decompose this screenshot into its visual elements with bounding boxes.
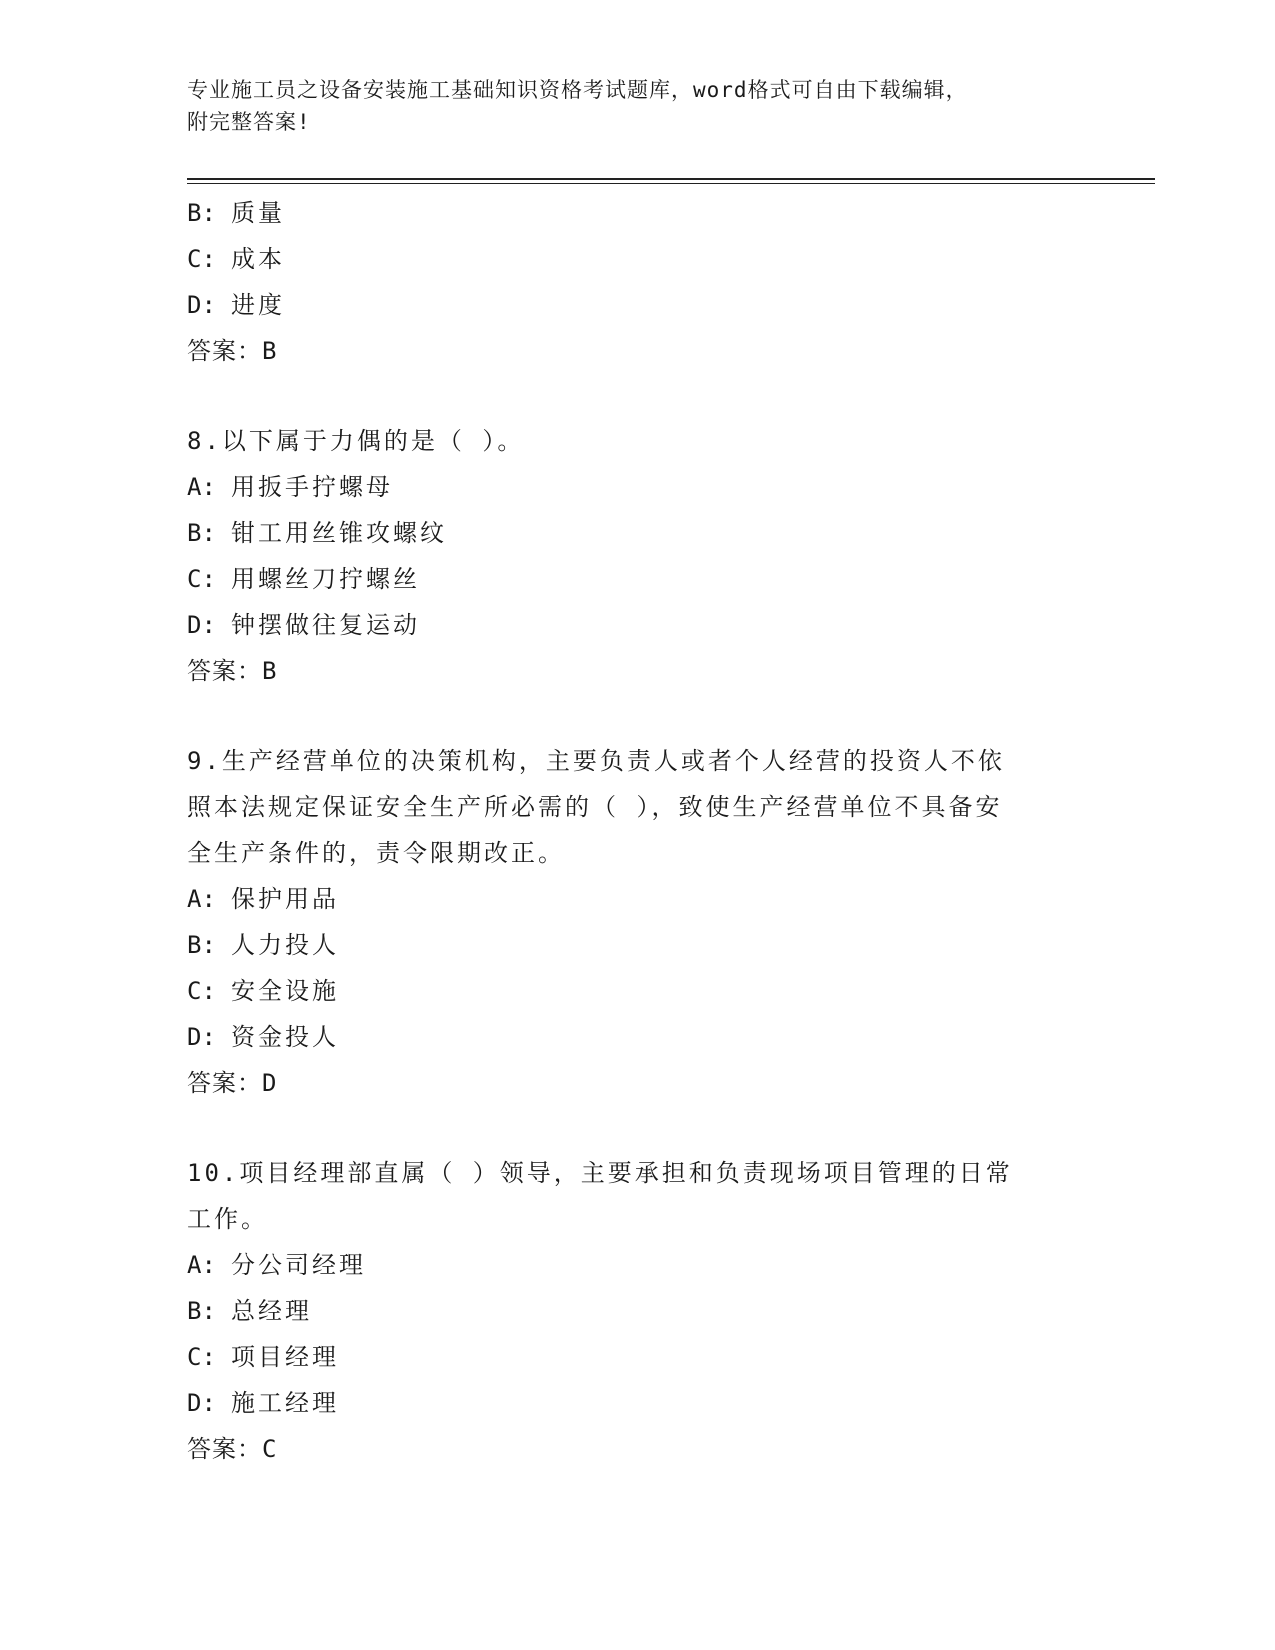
answer-line: 答案：C — [187, 1435, 278, 1463]
question-content — [187, 190, 1087, 1472]
question-stem — [187, 738, 1087, 784]
option-row — [187, 922, 1087, 968]
question-block-8 — [187, 418, 1087, 694]
answer-line: 答案：B — [187, 337, 278, 365]
option-row — [187, 968, 1087, 1014]
document-header — [187, 74, 1087, 138]
question-number: 10. — [187, 1159, 240, 1187]
option-row — [187, 282, 1087, 328]
option-text: 质量 — [231, 199, 285, 227]
question-number: 9. — [187, 747, 222, 775]
option-letter: B: — [187, 1297, 216, 1325]
option-text: 进度 — [231, 291, 285, 319]
option-row — [187, 876, 1087, 922]
option-text: 人力投人 — [231, 931, 339, 959]
question-text-line: 生产经营单位的决策机构，主要负责人或者个人经营的投资人不依 — [221, 747, 1005, 775]
option-letter: A: — [187, 885, 216, 913]
header-title-line-2: 附完整答案! — [187, 110, 311, 134]
option-row — [187, 1242, 1087, 1288]
option-row — [187, 510, 1087, 556]
option-text: 总经理 — [231, 1297, 312, 1325]
option-letter: B: — [187, 931, 216, 959]
answer-line: 答案：B — [187, 657, 278, 685]
question-stem — [187, 418, 1087, 464]
question-text-line: 项目经理部直属（ ）领导，主要承担和负责现场项目管理的日常 — [239, 1159, 1013, 1187]
option-row — [187, 1380, 1087, 1426]
header-divider-thin — [187, 183, 1155, 184]
option-text: 资金投人 — [231, 1023, 339, 1051]
question-text-line: 以下属于力偶的是（ ）。 — [221, 427, 525, 455]
option-letter: D: — [187, 1389, 216, 1417]
option-letter: B: — [187, 519, 216, 547]
option-text: 成本 — [231, 245, 285, 273]
option-text: 施工经理 — [231, 1389, 339, 1417]
option-letter: D: — [187, 291, 216, 319]
spacer — [187, 694, 1087, 738]
option-row — [187, 1288, 1087, 1334]
option-letter: C: — [187, 977, 216, 1005]
question-block-9 — [187, 738, 1087, 1106]
option-row — [187, 236, 1087, 282]
question-text-continued: 全生产条件的，责令限期改正。 — [187, 839, 565, 867]
option-letter: A: — [187, 473, 216, 501]
option-row — [187, 602, 1087, 648]
option-row — [187, 190, 1087, 236]
option-letter: A: — [187, 1251, 216, 1279]
option-row — [187, 1014, 1087, 1060]
option-letter: D: — [187, 1023, 216, 1051]
option-letter: B: — [187, 199, 216, 227]
option-text: 用螺丝刀拧螺丝 — [231, 565, 420, 593]
option-row — [187, 556, 1087, 602]
option-letter: C: — [187, 245, 216, 273]
header-title-line-1: 专业施工员之设备安装施工基础知识资格考试题库，word格式可自由下载编辑， — [187, 78, 968, 102]
question-text-continued: 工作。 — [187, 1205, 268, 1233]
option-letter: D: — [187, 611, 216, 639]
question-stem — [187, 1150, 1087, 1196]
option-text: 项目经理 — [231, 1343, 339, 1371]
option-text: 保护用品 — [231, 885, 339, 913]
option-row — [187, 464, 1087, 510]
option-row — [187, 1334, 1087, 1380]
option-text: 钳工用丝锥攻螺纹 — [231, 519, 447, 547]
option-text: 钟摆做往复运动 — [231, 611, 420, 639]
option-text: 分公司经理 — [231, 1251, 366, 1279]
header-divider-thick — [187, 178, 1155, 180]
option-text: 安全设施 — [231, 977, 339, 1005]
option-letter: C: — [187, 1343, 216, 1371]
question-block-10 — [187, 1150, 1087, 1472]
spacer — [187, 374, 1087, 418]
answer-line: 答案：D — [187, 1069, 278, 1097]
option-letter: C: — [187, 565, 216, 593]
question-text-continued: 照本法规定保证安全生产所必需的（ ），致使生产经营单位不具备安 — [187, 793, 1003, 821]
carryover-block — [187, 190, 1087, 374]
question-number: 8. — [187, 427, 222, 455]
spacer — [187, 1106, 1087, 1150]
option-text: 用扳手拧螺母 — [231, 473, 393, 501]
